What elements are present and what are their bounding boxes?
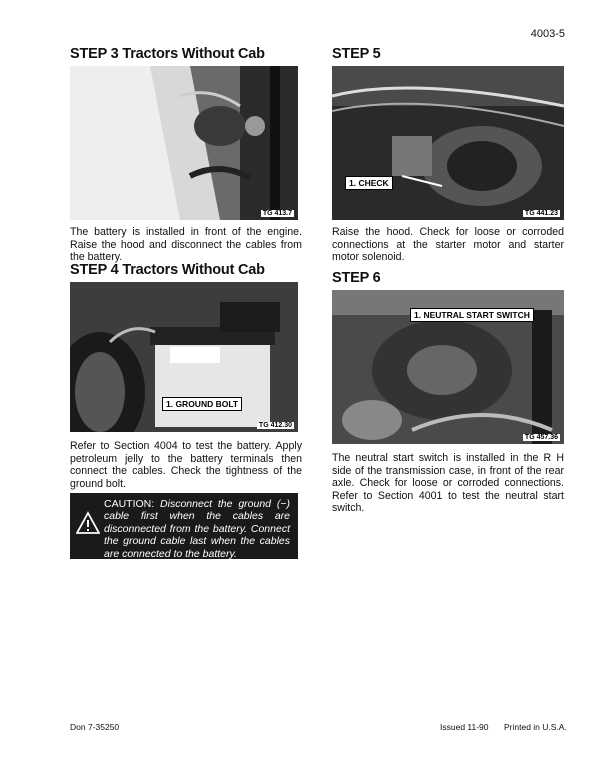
step5-text: Raise the hood. Check for loose or corroded connections at the starter motor and starter motor solenoid. <box>332 226 564 263</box>
warning-icon <box>76 511 100 535</box>
step3-text: The battery is installed in front of the engine. Raise the hood and disconnect the cables from the battery. <box>70 226 302 263</box>
footer-issued: Issued 11-90 <box>440 722 489 732</box>
step5-callout: 1. CHECK <box>345 176 393 190</box>
step4-photo <box>70 282 298 432</box>
step3-title: STEP 3 Tractors Without Cab <box>70 46 265 62</box>
step3-photo-tag: TG 413.7 <box>262 210 292 217</box>
step3-photo <box>70 66 298 220</box>
step6-title: STEP 6 <box>332 270 381 286</box>
step4-text: Refer to Section 4004 to test the battery. Apply petroleum jelly to the battery terminals then connect the cables. Check the tightness of the ground bolt. <box>70 440 302 490</box>
step4-callout: 1. GROUND BOLT <box>162 397 242 411</box>
step4-title: STEP 4 Tractors Without Cab <box>70 262 265 278</box>
step4-photo-tag: TG 412.30 <box>258 422 292 429</box>
step6-photo-tag: TG 457.36 <box>524 434 558 441</box>
step6-text: The neutral start switch is installed in the R H side of the transmission case, in front of the rear axle. Check for loose or corroded connections. Refer to Section 4001 to test the neutral start switch. <box>332 452 564 514</box>
caution-text: CAUTION: Disconnect the ground (−) cable first when the cables are disconnected from the battery. Connect the ground cable last when the cables are connected to the battery. <box>104 498 291 560</box>
step5-photo <box>332 66 564 220</box>
step5-photo-tag: TG 441.23 <box>524 210 558 217</box>
caution-box <box>70 493 298 559</box>
footer-printed: Printed in U.S.A. <box>504 722 567 732</box>
step5-title: STEP 5 <box>332 46 381 62</box>
page-number: 4003-5 <box>530 28 565 40</box>
step6-photo <box>332 290 564 444</box>
step6-callout: 1. NEUTRAL START SWITCH <box>410 308 534 322</box>
footer-doc-number: Don 7-35250 <box>70 722 120 732</box>
